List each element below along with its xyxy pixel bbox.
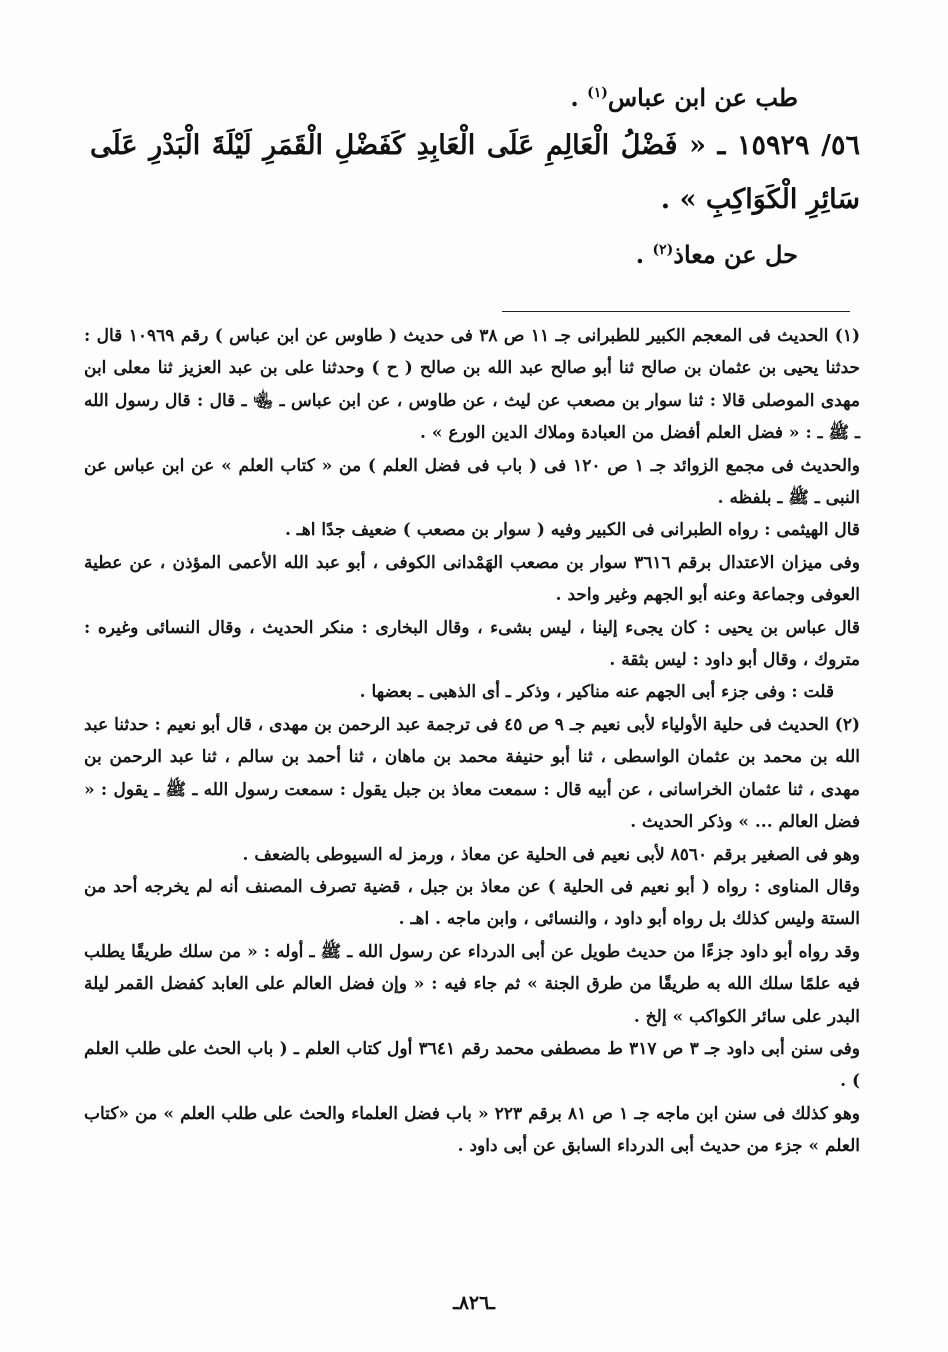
footnote-1: (١) الحديث فى المعجم الكبير للطبرانى جـ ١١ ص ٣٨ فى حديث ( طاوس عن ابن عباس ) رقم ١٠٩٦٩ قال : حدثنا يحيى بن عثمان بن صالح ثنا أبو صالح عبد الله بن صالح ( ح ) وحدثنا على بن عبد العزيز ثنا معلى ابن مهدى الموصلى قالا : ثنا سوار بن مصعب عن ليث ، عن طاوس ، عن ابن عباس ـ ﵄ ـ قال : قال رسول الله ـ ﷺ ـ : « فضل العلم أفضل من العبادة وملاك الدين الورع » . (84, 326, 860, 444)
footnote-paragraph: وفى ميزان الاعتدال برقم ٣٦١٦ سوار بن مصعب الهَمْدانى الكوفى ، أبو عبد الله الأعمى المؤذن ، عن عطية العوفى وجماعة وعنه أبو الجهم وغير واحد . (84, 552, 861, 606)
source-end: . (635, 240, 653, 269)
footnote-ref-1[interactable]: (١) (587, 85, 608, 101)
footnote-paragraph: وهو كذلك فى سنن ابن ماجه جـ ١ ص ٨١ برقم ٢٢٣ « باب فضل العلماء والحث على طلب العلم » من «كتاب العلم » جزء من حديث أبى الدرداء السابق عن أبى داود . (84, 1103, 860, 1157)
footnote-separator (502, 311, 850, 312)
source-end: . (570, 83, 588, 112)
footnote-paragraph: وهو فى الصغير برقم ٨٥٦٠ لأبى نعيم فى الحلية عن معاذ ، ورمز له السيوطى بالضعف . (242, 844, 860, 865)
source-text: طب عن ابن عباس (607, 83, 798, 112)
footnotes (84, 320, 860, 1163)
footnote-paragraph: قال الهيثمى : رواه الطبرانى فى الكبير وفيه ( سوار بن مصعب ) ضعيف جدًا اهـ . (284, 520, 860, 541)
source-text: حل عن معاذ (673, 240, 798, 269)
footnote-paragraph: وقال المناوى : رواه ( أبو نعيم فى الحلية ) عن معاذ بن جبل ، قضية تصرف المصنف أنه لم يخرجه أحد من الستة وليس كذلك بل رواه أبو داود ، والنسائى ، وابن ماجه . اهـ . (84, 876, 860, 930)
footnote-paragraph: قلت : وفى جزء أبى الجهم عنه مناكير ، وذكر ـ أى الذهبى ـ بعضها . (359, 682, 834, 703)
footnote-paragraph: وقد رواه أبو داود جزءًا من حديث طويل عن أبى الدرداء عن رسول الله ـ ﷺ ـ أوله : « من سلك طريقًا يطلب فيه علمًا سلك الله به طريقًا من طرق الجنة » ثم جاء فيه : « وإن فضل العالم على العابد كفضل القمر ليلة البدر على سائر الكواكب » إلخ . (84, 941, 860, 1027)
hadith-text: ٥٦/ ١٥٩٢٩ ـ « فَضْلُ الْعَالِمِ عَلَى الْعَابِدِ كَفَضْلِ الْقَمَرِ لَيْلَةَ الْبَدْرِ عَلَى سَائِرِ الْكَوَاكِبِ » . (90, 130, 861, 215)
source-line-2 (90, 227, 860, 278)
source-line-1 (90, 72, 860, 119)
footnote-paragraph: قال عباس بن يحيى : كان يجىء إلينا ، ليس بشىء ، وقال البخارى : منكر الحديث ، وقال النسائى وغيره : متروك ، وقال أبو داود : ليس بثقة . (84, 617, 860, 671)
footnote-paragraph: والحديث فى مجمع الزوائد جـ ١ ص ١٢٠ فى ( باب فى فضل العلم ) من « كتاب العلم » عن ابن عباس عن النبى ـ ﷺ ـ بلفظه . (84, 455, 860, 509)
page-number: ـ٨٢٦ـ (453, 1292, 495, 1314)
main-text (90, 72, 860, 278)
footnote-ref-2[interactable]: (٢) (652, 242, 674, 258)
footnote-paragraph: وفى سنن أبى داود جـ ٣ ص ٣١٧ ط مصطفى محمد رقم ٣٦٤١ أول كتاب العلم ـ ( باب الحث على طلب العلم ) . (84, 1038, 860, 1092)
footnote-2: (٢) الحديث فى حلية الأولياء لأبى نعيم جـ ٩ ص ٤٥ فى ترجمة عبد الرحمن بن مهدى ، قال أبو نعيم : حدثنا عبد الله بن محمد بن عثمان الواسطى ، ثنا أبو حنيفة محمد بن ماهان ، ثنا أحمد بن سالم ، ثنا عبد الرحمن بن مهدى ، ثنا عثمان الخراسانى ، عن أبيه قال : سمعت معاذ بن جبل يقول : سمعت رسول الله ـ ﷺ ـ يقول : « فضل العالم ... » وذكر الحديث . (84, 714, 861, 833)
